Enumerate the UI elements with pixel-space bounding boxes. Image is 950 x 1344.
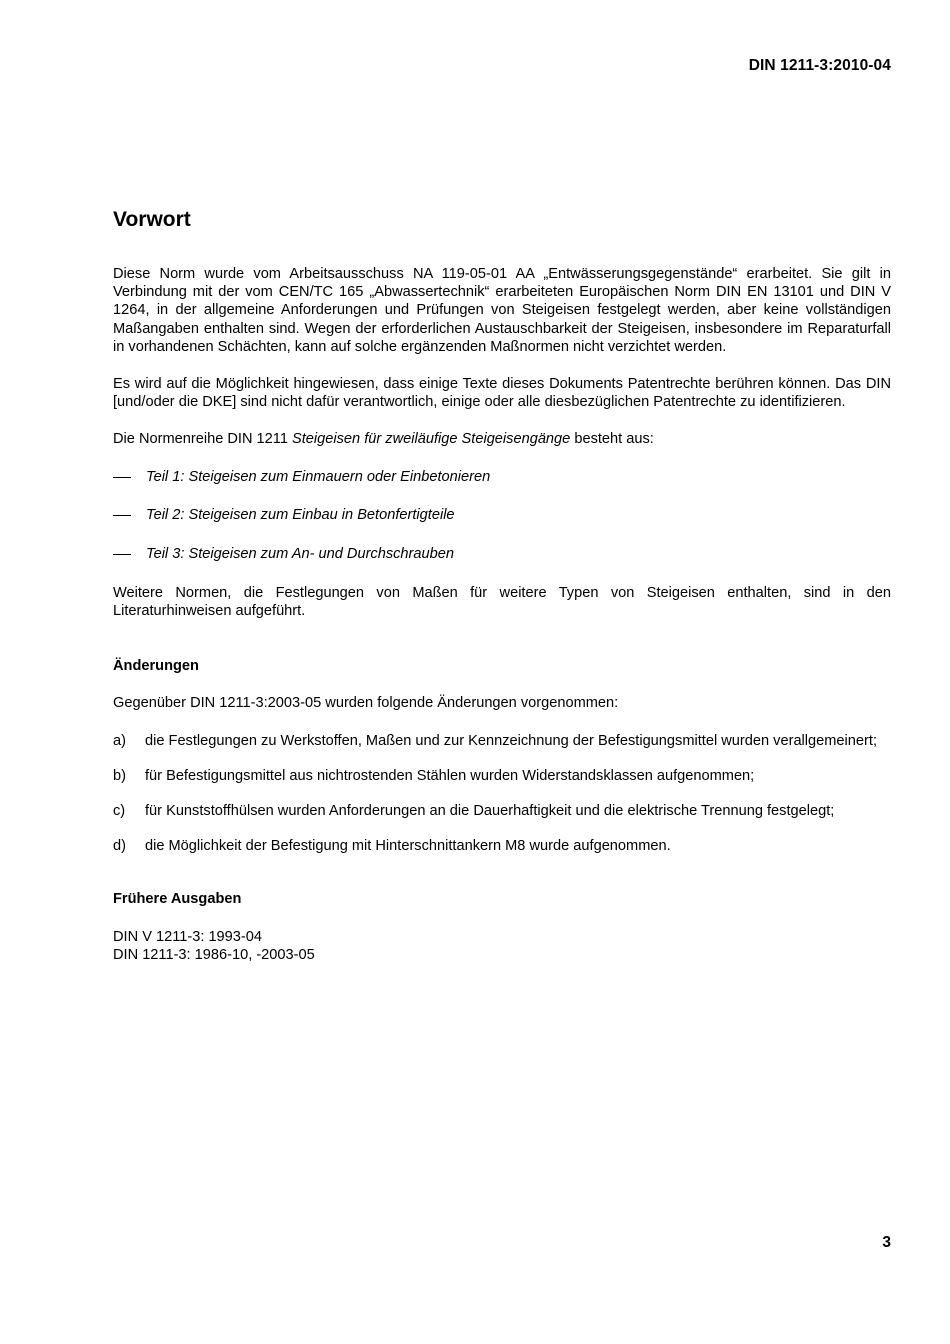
parts-list xyxy=(113,468,891,564)
list-item xyxy=(113,545,891,563)
section-title-aenderungen: Änderungen xyxy=(113,658,199,675)
page-content xyxy=(113,205,891,964)
series-intro-suffix: besteht aus: xyxy=(570,431,654,448)
change-text: für Befestigungsmittel aus nichtrostenden Stählen wurden Widerstandsklassen aufgenommen; xyxy=(145,767,755,784)
vorwort-paragraph-1: Diese Norm wurde vom Arbeitsausschuss NA 119-05-01 AA „Entwässerungsgegenstände“ erarbeitet. Sie gilt in Verbindung mit der vom CEN/TC 165 „Abwassertechnik“ erarbeiteten Europäischen Norm DIN EN 13101 und DIN V 1264, in der allgemeine Anforderungen und Prüfungen von Steigeisen festgelegt werden, aber keine vollständigen Maßangaben enthalten sind. Wegen der erforderlichen Austauschbarkeit der Steigeisen, insbesondere im Reparaturfall in vorhandenen Schächten, kann auf solche ergänzenden Maßnormen nicht verzichtet werden. xyxy=(113,266,891,355)
section-title-vorwort: Vorwort xyxy=(113,208,191,231)
part-label: Teil 3: Steigeisen zum An- und Durchschrauben xyxy=(146,546,454,563)
list-item xyxy=(113,468,891,486)
vorwort-paragraph-3: Weitere Normen, die Festlegungen von Maßen für weitere Typen von Steigeisen enthalten, sind in den Literaturhinweisen aufgeführt. xyxy=(113,584,891,619)
change-text: die Möglichkeit der Befestigung mit Hinterschnittankern M8 wurde aufgenommen. xyxy=(145,838,671,855)
list-item xyxy=(113,767,891,785)
list-marker: a) xyxy=(113,732,126,749)
list-marker: c) xyxy=(113,802,126,819)
section-title-fruehere-ausgaben: Frühere Ausgaben xyxy=(113,891,242,908)
list-marker: b) xyxy=(113,767,126,784)
list-item xyxy=(113,732,891,750)
dash-bullet-icon xyxy=(113,515,131,516)
previous-editions xyxy=(113,928,891,964)
part-label: Teil 1: Steigeisen zum Einmauern oder Einbetonieren xyxy=(146,468,491,485)
spacer xyxy=(113,872,891,890)
aenderungen-intro: Gegenüber DIN 1211-3:2003-05 wurden folgende Änderungen vorgenommen: xyxy=(113,695,619,712)
list-marker: d) xyxy=(113,838,126,855)
change-text: die Festlegungen zu Werkstoffen, Maßen und zur Kennzeichnung der Befestigungsmittel wurden verallgemeinert; xyxy=(145,732,877,749)
series-intro xyxy=(113,430,891,448)
spacer xyxy=(113,639,891,657)
list-item xyxy=(113,506,891,524)
previous-edition-line: DIN V 1211-3: 1993-04 xyxy=(113,928,263,945)
dash-bullet-icon xyxy=(113,477,131,478)
series-intro-title: Steigeisen für zweiläufige Steigeisengänge xyxy=(292,431,571,448)
series-intro-prefix: Die Normenreihe DIN 1211 xyxy=(113,431,292,448)
previous-edition-line: DIN 1211-3: 1986-10, -2003-05 xyxy=(113,946,315,963)
vorwort-paragraph-2: Es wird auf die Möglichkeit hingewiesen, dass einige Texte dieses Dokuments Patentrechte berühren können. Das DIN [und/oder die DKE] sind nicht dafür verantwortlich, einige oder alle diesbezüglichen Patentrechte zu identifizieren. xyxy=(113,376,891,411)
part-label: Teil 2: Steigeisen zum Einbau in Betonfertigteile xyxy=(146,507,455,524)
change-text: für Kunststoffhülsen wurden Anforderungen an die Dauerhaftigkeit und die elektrische Trennung festgelegt; xyxy=(145,802,835,819)
list-item xyxy=(113,802,891,820)
document-id-header: DIN 1211-3:2010-04 xyxy=(748,57,891,74)
changes-list xyxy=(113,732,891,856)
list-item xyxy=(113,837,891,855)
page-number: 3 xyxy=(882,1234,891,1251)
dash-bullet-icon xyxy=(113,554,131,555)
